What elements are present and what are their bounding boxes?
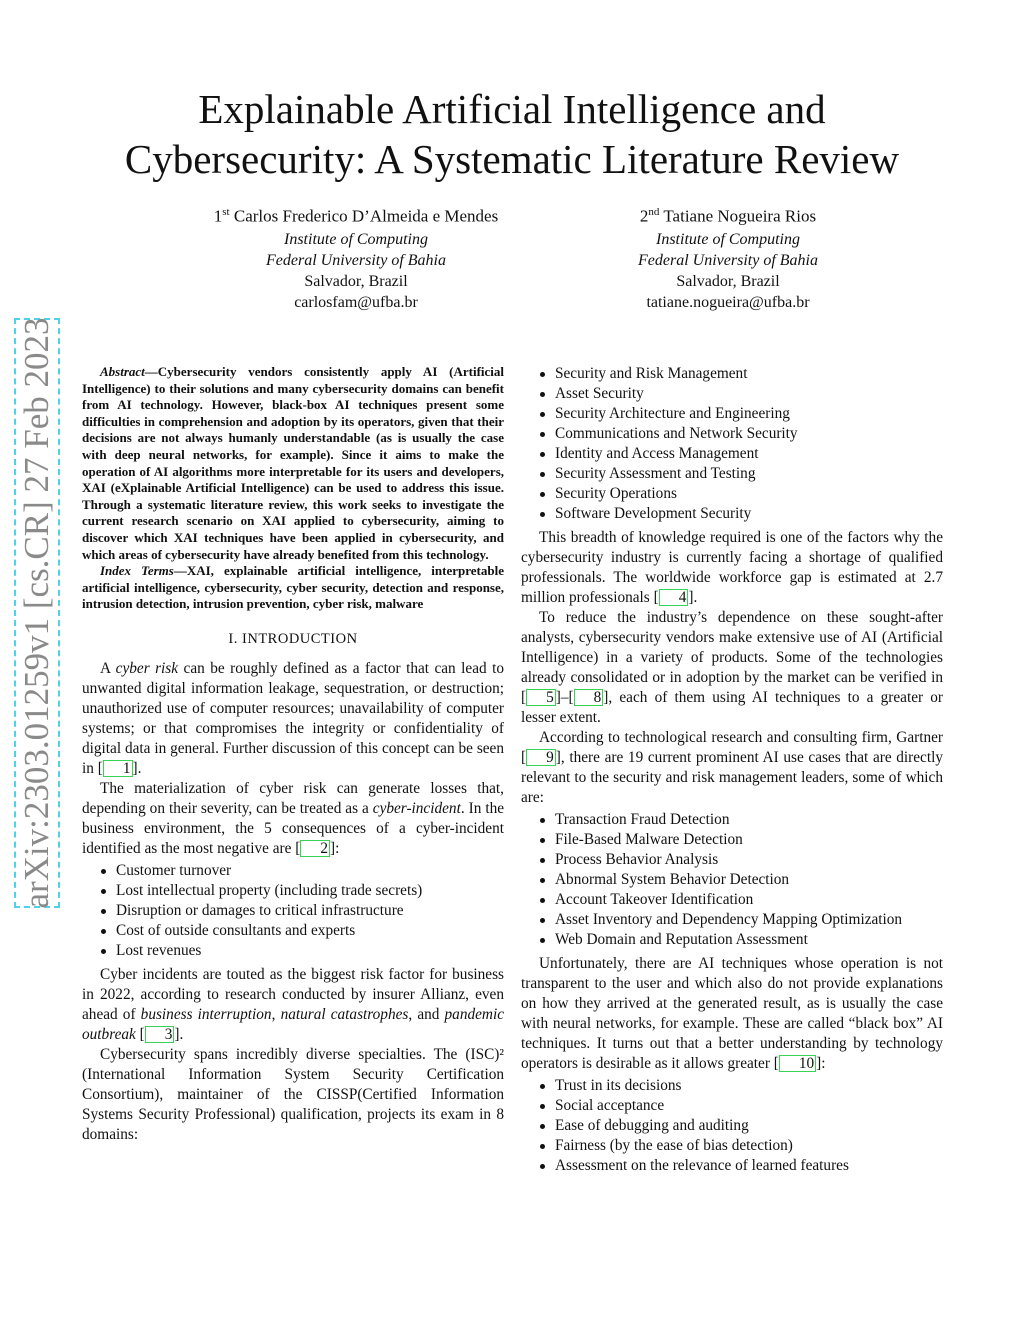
text-span: According to technological research and consulting firm, Gartner [539,729,943,746]
text-span: , each of them using AI techniques to a greater or lesser extent. [521,689,943,726]
author-2-university: Federal University of Bahia [638,251,818,269]
author-1-ordinal-suffix: st [222,206,230,218]
index-terms-label: Index Terms [100,563,174,579]
list-item: File-Based Malware Detection [555,830,943,850]
citation-link[interactable]: 2 [300,840,330,857]
list-item: Account Takeover Identification [555,890,943,910]
text-span: The materialization of cyber risk can generate losses that, depending on their severity, can be treated as a [82,779,504,817]
author-2-name: Tatiane Nogueira Rios [663,206,817,226]
list-item: Communications and Network Security [555,424,943,444]
author-2 [548,200,908,313]
citation-link[interactable]: 9 [526,749,556,766]
text-span: A [100,659,116,677]
paragraph-black-box: Unfortunately, there are AI techniques whose operation is not transparent to the user and which also do not provide explanations on how they arrived at the generated result, as is usually the case with neural networks, for example. These are called “black box” AI techniques. It turns out that a better understanding by technology operators is desirable as it allows greater [ 10 ]: [521,955,943,1072]
author-2-email[interactable]: tatiane.nogueira@ufba.br [646,293,810,311]
text-span: , and [408,1005,445,1023]
left-column [82,364,504,1145]
text-span: . [179,1025,184,1043]
paragraph-cyber-incidents: Cyber incidents are touted as the biggest risk factor for business in 2022, according to research conducted by insurer Allianz, even ahead of business interruption, natural catastrophes, and pandemic outbreak [ 3 ]. [82,965,505,1043]
text-span: , [271,1005,281,1023]
text-span [136,1026,140,1043]
emphasis: natural catastrophes [280,1005,409,1023]
list-item: Lost revenues [116,941,504,961]
list-item: Identity and Access Management [555,444,943,464]
list-item: Fairness (by the ease of bias detection) [555,1136,943,1156]
text-span: . [137,759,142,777]
text-span: . [693,589,698,606]
index-terms-text: —XAI, explainable artificial intelligence, interpretable artificial intelligence, cybersecurity, cyber security, detection and response, intrusion detection, intrusion prevention, cyber risk, malware [82,563,504,612]
author-1-location: Salvador, Brazil [304,272,408,290]
emphasis: cyber-incident [372,799,461,817]
citation-link[interactable]: 1 [103,760,133,777]
index-terms [82,563,504,613]
paragraph-reduce-dependence: To reduce the industry’s dependence on these sought-after analysts, cybersecurity vendors make extensive use of AI (Artificial Intelligence) in a variety of products. Some of the technologies already consolidated or in adoption by the market can be verified in [ 5 ]–[ 8 ], each of them using AI techniques to a greater or lesser extent. [521,609,943,726]
list-item: Security Architecture and Engineering [555,404,943,424]
list-item: Asset Inventory and Dependency Mapping Optimization [555,910,943,930]
paragraph-materialization: The materialization of cyber risk can generate losses that, depending on their severity, can be treated as a cyber-incident. In the business environment, the 5 consequences of a cyber-incident identified as the most negative are [ 2 ]: [82,779,505,857]
section-title: INTRODUCTION [242,630,358,647]
section-number: I. [228,630,238,647]
citation-link[interactable]: 4 [659,589,689,606]
list-item: Ease of debugging and auditing [555,1116,943,1136]
list-item: Abnormal System Behavior Detection [555,870,943,890]
paper-title [0,84,1024,184]
abstract-text: —Cybersecurity vendors consistently apply AI (Artificial Intelligence) to their solutions and many cybersecurity domains can benefit from AI technology. However, black-box AI techniques present some difficulties in comprehension and adoption by its operators, given that their decisions are not always humanly understandable (as is usually the case with deep neural networks, for example). Since it aims to make the operation of AI algorithms more interpretable for its users and developers, XAI (eXplainable Artificial Intelligence) can be used to address this issue. Through a systematic literature review, this work seeks to investigate the current research scenario on XAI applied to cybersecurity, aiming to discover which XAI techniques have been applied in cybersecurity, and which areas of cybersecurity have already benefited from this technology. [82,364,504,562]
list-item: Cost of outside consultants and experts [116,921,504,941]
paragraph-cyber-risk: A cyber risk can be roughly defined as a factor that can lead to unwanted digital information leakage, sequestration, or destruction; unauthorized use of computer resources; unavailability of computer systems; or that compromises the integrity or confidentiality of digital data in general. Further discussion of this concept can be seen in [ 1 ]. [82,659,504,777]
author-2-ordinal-suffix: nd [648,206,660,218]
author-1 [176,200,536,313]
list-item: Security and Risk Management [555,364,943,384]
paragraph-specialties: Cybersecurity spans incredibly diverse specialties. The (ISC)² (International Information System Security Certification Consortium), maintainer of the CISSP(Certified Information Systems Security Professional) qualification, projects its exam in 8 domains: [82,1045,504,1143]
list-item: Social acceptance [555,1096,943,1116]
domains-list [521,364,943,524]
arxiv-stamp: arXiv:2303.01259v1 [cs.CR] 27 Feb 2023 [17,317,56,909]
title-line-1: Explainable Artificial Intelligence and [198,86,826,132]
author-1-ordinal: 1 [213,206,223,226]
list-item: Trust in its decisions [555,1076,943,1096]
citation-link[interactable]: 5 [526,689,556,706]
consequences-list [82,861,504,961]
abstract-label: Abstract [100,364,145,379]
list-item: Process Behavior Analysis [555,850,943,870]
text-span: : [821,1055,826,1072]
text-span: – [560,689,569,706]
author-1-email[interactable]: carlosfam@ufba.br [294,293,418,311]
list-item: Security Assessment and Testing [555,464,943,484]
list-item: Web Domain and Reputation Assessment [555,930,943,950]
author-2-ordinal: 2 [639,206,649,226]
text-span: : [335,839,340,857]
citation-link[interactable]: 10 [779,1055,816,1072]
arxiv-stamp-frame [14,318,60,908]
author-2-location: Salvador, Brazil [676,272,780,290]
list-item: Disruption or damages to critical infrastructure [116,901,504,921]
list-item: Assessment on the relevance of learned features [555,1156,943,1176]
paragraph-gartner: According to technological research and consulting firm, Gartner [ 9 ], there are 19 current prominent AI use cases that are directly relevant to the security and risk management leaders, some of which are: [521,729,943,806]
right-column [521,364,943,1180]
benefits-list [521,1076,943,1176]
section-heading [82,629,504,649]
list-item: Software Development Security [555,504,943,524]
author-1-university: Federal University of Bahia [266,251,446,269]
abstract [82,364,504,563]
citation-link[interactable]: 8 [574,689,604,706]
text-span: Cyber incidents are touted as the biggest risk factor for business in 2022, according to research conducted by insurer Allianz, even ahead of [82,965,504,1023]
citation-link[interactable]: 3 [145,1026,175,1043]
author-1-name: Carlos Frederico D’Almeida e Mendes [233,206,499,226]
list-item: Asset Security [555,384,943,404]
text-span: can be roughly defined as a factor that can lead to unwanted digital information leakage, sequestration, or destruction; unauthorized use of computer resources; unavailability of computer systems; or that compromises the integrity or confidentiality of digital data in general. Further discussion of this concept can be seen in [82,659,504,777]
list-item: Transaction Fraud Detection [555,810,943,830]
author-1-institute: Institute of Computing [284,230,428,248]
emphasis: pandemic outbreak [82,1005,505,1043]
title-line-2: Cybersecurity: A Systematic Literature Review [124,136,900,182]
text-span: Unfortunately, there are AI techniques whose operation is not transparent to the user and which also do not provide explanations on how they arrived at the generated result, as is usually the case with neural networks, for example. These are called “black box” AI techniques. It turns out that a better understanding by technology operators is desirable as it allows greater [521,955,943,1072]
text-span: To reduce the industry’s dependence on these sought-after analysts, cybersecurity vendors make extensive use of AI (Artificial Intelligence) in a variety of products. Some of the technologies already consolidated or in adoption by the market can be verified in [521,609,943,686]
list-item: Customer turnover [116,861,504,881]
emphasis: cyber risk [115,659,179,677]
use-cases-list [521,810,943,950]
emphasis: business interruption [140,1005,272,1023]
list-item: Lost intellectual property (including trade secrets) [116,881,504,901]
paragraph-breadth: This breadth of knowledge required is one of the factors why the cybersecurity industry is currently facing a shortage of qualified professionals. The worldwide workforce gap is estimated at 2.7 million professionals [ 4 ]. [521,529,943,606]
text-span: This breadth of knowledge required is one of the factors why the cybersecurity industry is currently facing a shortage of qualified professionals. The worldwide workforce gap is estimated at 2.7 million professionals [521,529,943,606]
author-2-institute: Institute of Computing [656,230,800,248]
text-span: , there are 19 current prominent AI use cases that are directly relevant to the security and risk management leaders, some of which are: [521,749,943,806]
text-span: . In the business environment, the 5 consequences of a cyber-incident identified as the most negative are [82,799,505,857]
list-item: Security Operations [555,484,943,504]
